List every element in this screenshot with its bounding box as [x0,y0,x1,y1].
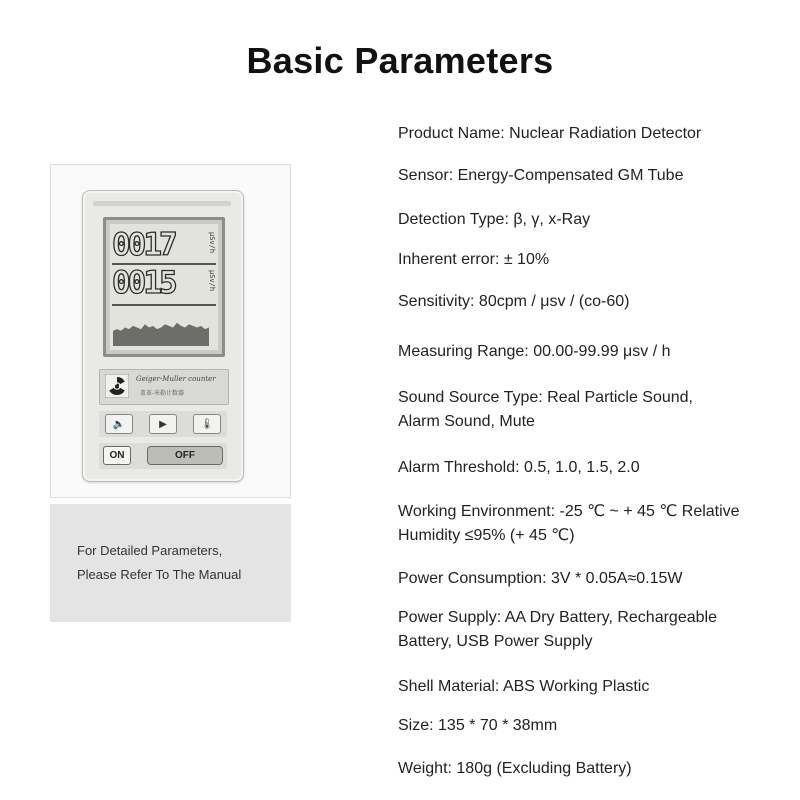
parameter-line: Alarm Sound, Mute [398,413,535,430]
parameter-item [398,675,790,699]
lcd-graph-area [113,323,209,346]
lcd-unit-1: μSv/h [208,232,216,254]
parameter-line: Sensor: Energy-Compensated GM Tube [398,167,684,184]
device-model-subtext: 盖革-米勒计数器 [140,391,184,397]
radiation-detector-device [82,190,244,482]
device-off-button: OFF [147,446,223,465]
lcd-reading-2: 0015 [112,265,175,301]
lcd-reading-1: 0017 [112,227,175,263]
parameter-item [398,208,790,232]
parameter-line: Product Name: Nuclear Radiation Detector [398,125,702,142]
parameter-line: Measuring Range: 00.00-99.99 μsv / h [398,343,671,360]
parameter-item [398,714,790,738]
device-power-row [99,443,227,469]
page-title: Basic Parameters [246,40,554,81]
parameter-line: Detection Type: β, γ, x-Ray [398,211,591,228]
parameter-line: Sound Source Type: Real Particle Sound, [398,389,693,406]
parameter-line: Size: 135 * 70 * 38mm [398,717,558,734]
play-icon: ▶ [149,414,177,434]
thermometer-icon: 🌡 [193,414,221,434]
parameter-line: Weight: 180g (Excluding Battery) [398,760,632,777]
parameter-line: Battery, USB Power Supply [398,633,593,650]
parameter-line: Power Consumption: 3V * 0.05A≈0.15W [398,570,683,587]
parameter-item [398,164,790,188]
parameter-item [398,757,790,781]
lcd-display [110,224,218,350]
manual-note-box [50,504,291,622]
device-screen [103,217,225,357]
parameter-item [398,340,790,364]
parameter-line: Inherent error: ± 10% [398,251,550,268]
parameter-item [398,606,790,654]
parameter-line: Alarm Threshold: 0.5, 1.0, 1.5, 2.0 [398,459,640,476]
parameter-item [398,248,790,272]
parameter-line: Sensitivity: 80cpm / μsv / (co-60) [398,293,630,310]
parameter-item [398,456,790,480]
parameter-item [398,386,790,434]
lcd-trend-graph [113,310,209,346]
parameter-line: Power Supply: AA Dry Battery, Rechargeable [398,609,717,626]
note-line-1: For Detailed Parameters, [77,543,223,558]
device-label-plate [99,369,229,405]
device-on-button: ON [103,446,131,465]
note-line-2: Please Refer To The Manual [77,567,242,582]
parameter-item [398,122,790,146]
sound-icon: 🔈 [105,414,133,434]
radiation-icon [105,374,129,398]
lcd-unit-2: μSv/h [208,270,216,292]
parameter-line: Working Environment: -25 ℃ ~ + 45 ℃ Relative [398,503,740,520]
lcd-divider [112,304,216,306]
parameter-item [398,500,790,548]
device-button-row [99,411,227,437]
parameter-line: Shell Material: ABS Working Plastic [398,678,650,695]
parameter-line: Humidity ≤95% (+ 45 ℃) [398,527,575,544]
parameter-item [398,567,790,591]
parameter-item [398,290,790,314]
device-top-edge [93,201,231,206]
device-model-text: Geiger-Muller counter [136,375,216,383]
